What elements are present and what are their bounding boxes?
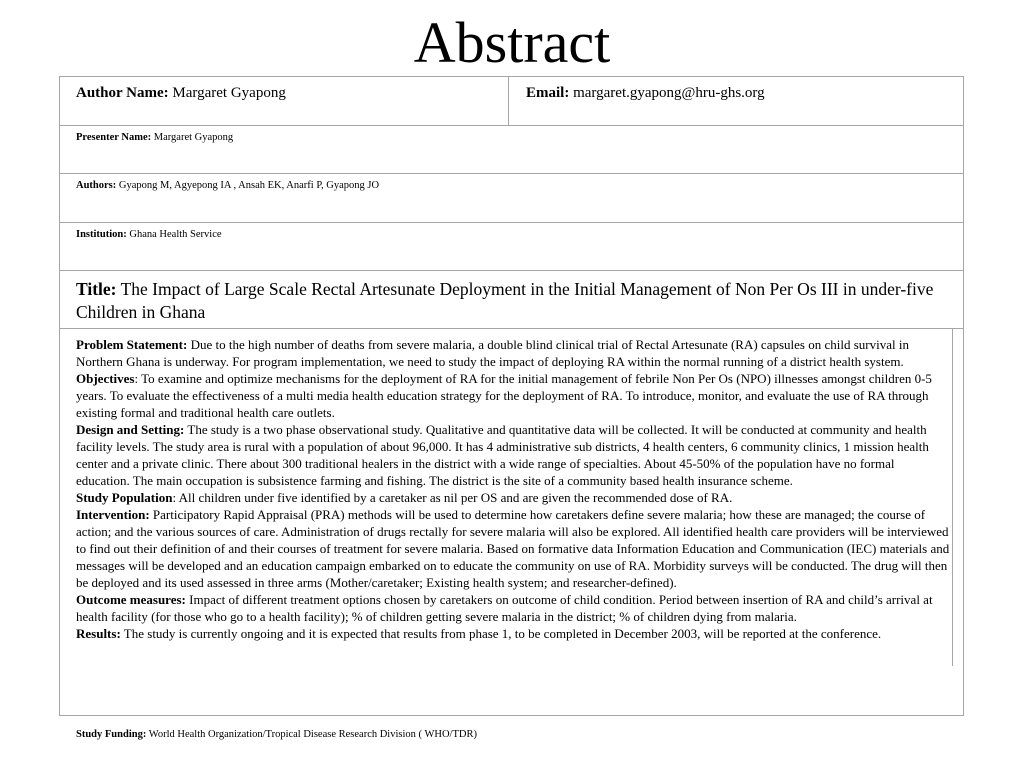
- outcome-measures: Outcome measures: Impact of different treatment options chosen by caretakers on outcome of child condition. Period between insertion of RA and child’s arrival at health facility (for those who go to a health facility); % of children getting severe malaria in the district; % of children dying from malaria.: [76, 592, 933, 624]
- email-field: Email: margaret.gyapong@hru-ghs.org: [526, 85, 765, 101]
- abstract-body: [76, 336, 951, 642]
- study-funding: Study Funding: World Health Organization/Tropical Disease Research Division ( WHO/TDR): [76, 729, 477, 740]
- row-divider: [59, 125, 964, 126]
- study-population: Study Population: All children under five identified by a caretaker as nil per OS and are given the recommended dose of RA.: [76, 490, 733, 505]
- row-divider: [59, 328, 964, 329]
- row-divider: [59, 173, 964, 174]
- problem-statement: Problem Statement: Due to the high number of deaths from severe malaria, a double blind clinical trial of Rectal Artesunate (RA) capsules on child survival in Northern Ghana is underway. For program implementation, we need to study the impact of deploying RA within the normal running of a district health system.: [76, 337, 909, 369]
- institution-field: Institution: Ghana Health Service: [76, 229, 222, 240]
- author-name-field: Author Name: Margaret Gyapong: [76, 85, 286, 101]
- row-divider: [59, 222, 964, 223]
- objectives: Objectives: To examine and optimize mechanisms for the deployment of RA for the initial management of febrile Non Per Os (NPO) illnesses amongst children 0-5 years. To evaluate the effectiveness of a multi media health education strategy for the deployment of RA. To introduce, monitor, and evaluate the use of RA through existing formal and traditional health care outlets.: [76, 371, 932, 420]
- design-and-setting: Design and Setting: The study is a two phase observational study. Qualitative and quantitative data will be collected. It will be conducted at community and health facility levels. The study area is rural with a population of about 96,000. It has 4 administrative sub districts, 4 health centers, 6 community clinics, 1 mission health center and a private clinic. There about 300 traditional healers in the district with a wide range of specialties. About 45-50% of the population have no formal education. The main occupation is subsistence farming and fishing. The district is the site of a community based health insurance scheme.: [76, 422, 929, 488]
- intervention: Intervention: Participatory Rapid Appraisal (PRA) methods will be used to determine how caretakers define severe malaria; how these are managed; the course of action; and the various sources of care. Administration of drugs rectally for severe malaria will also be explored. All identified health care providers will be interviewed to find out their definition of and their courses of treatment for severe malaria. Based on formative data Information Education and Communication (IEC) materials and messages will be developed and an education campaign embarked on to educate the community on use of RA. Morbidity surveys will be conducted. The drug will then be deployed and its used assessed in three arms (Mother/caretaker; Existing health system; and researcher-defined).: [76, 507, 950, 590]
- page-title: Abstract: [413, 10, 611, 75]
- header-divider: [508, 76, 509, 125]
- study-title: Title: The Impact of Large Scale Rectal Artesunate Deployment in the Initial Management of Non Per Os III in under-five Children in Ghana: [76, 279, 934, 322]
- results: Results: The study is currently ongoing and it is expected that results from phase 1, to be completed in December 2003, will be reported at the conference.: [76, 626, 882, 641]
- inner-border: [952, 328, 953, 666]
- row-divider: [59, 270, 964, 271]
- authors-field: Authors: Gyapong M, Agyepong IA , Ansah EK, Anarfi P, Gyapong JO: [76, 180, 380, 191]
- presenter-field: Presenter Name: Margaret Gyapong: [76, 132, 234, 143]
